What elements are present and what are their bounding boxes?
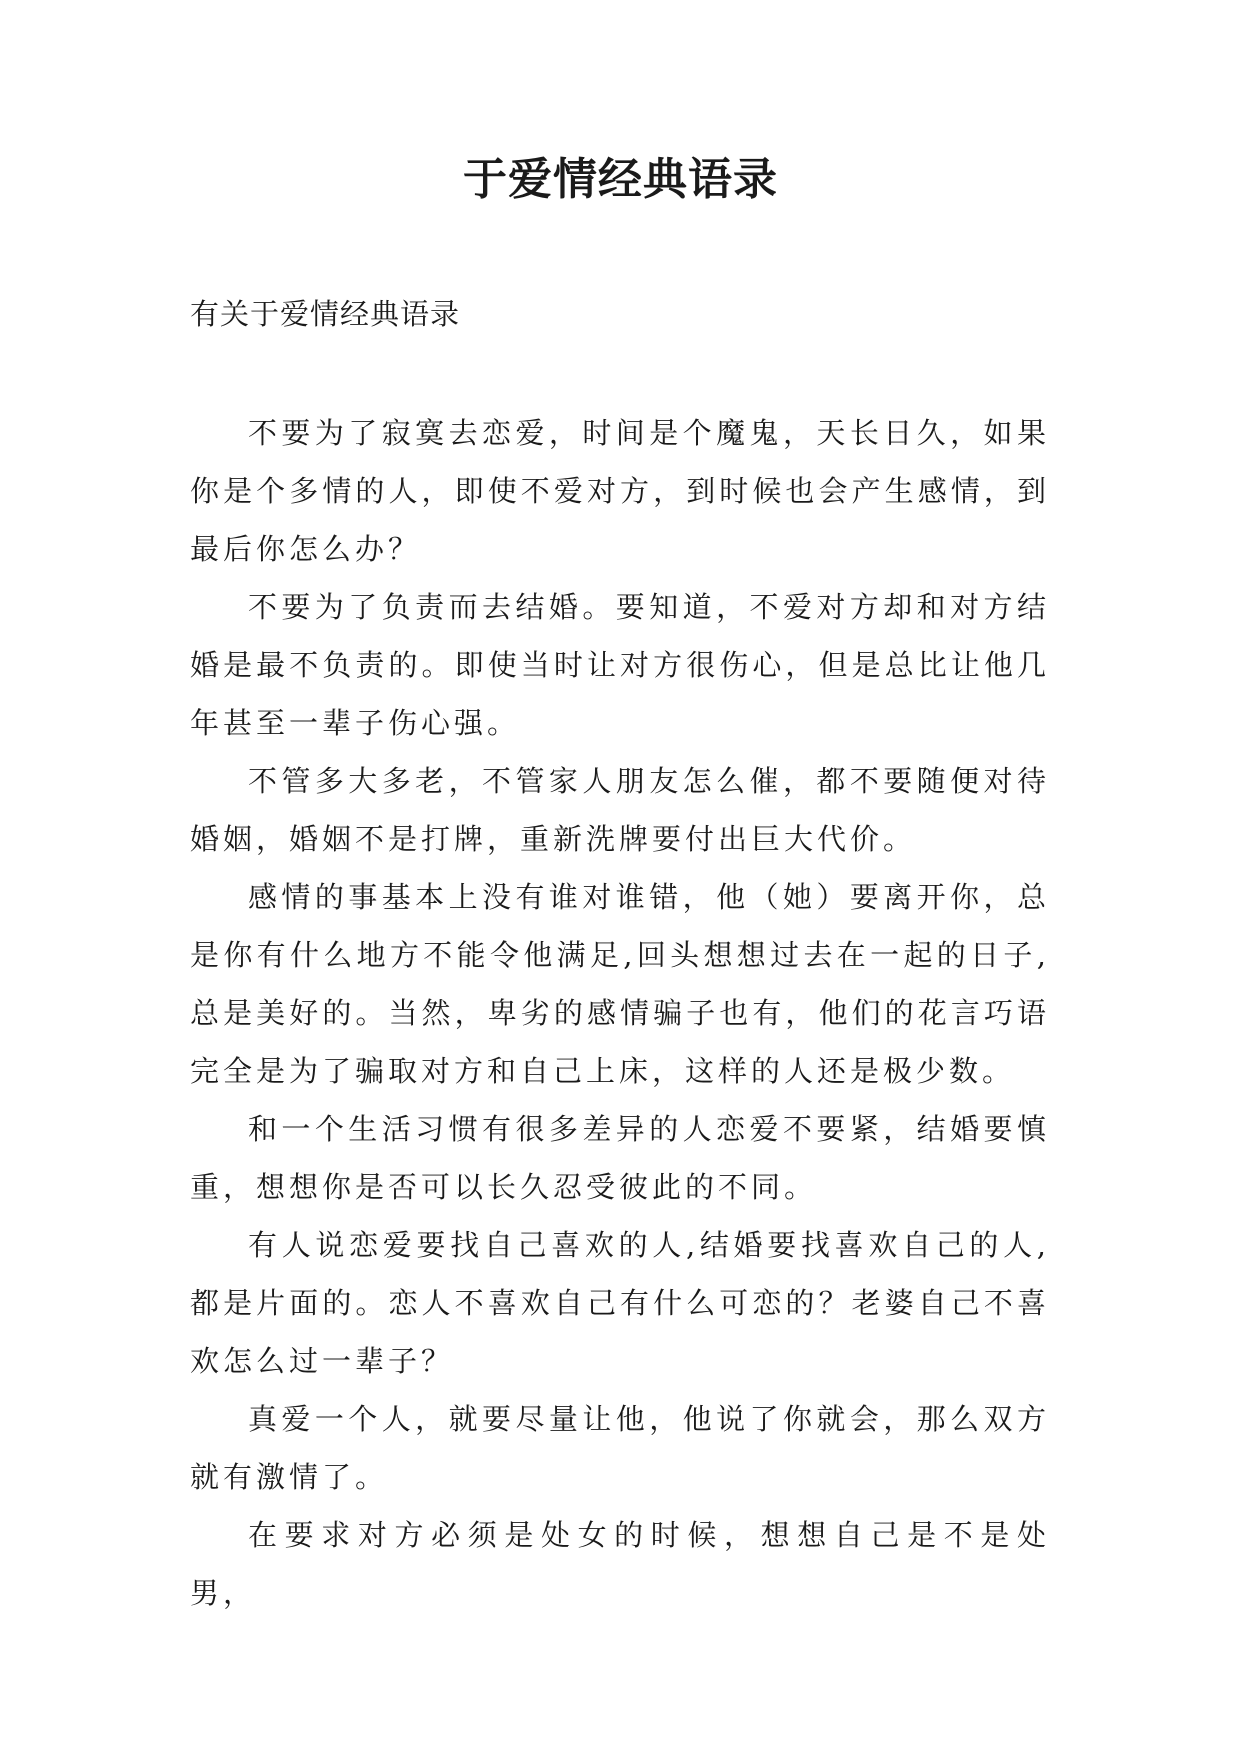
paragraph: 真爱一个人，就要尽量让他，他说了你就会，那么双方就有激情了。 <box>190 1402 1050 1494</box>
paragraph: 感情的事基本上没有谁对谁错，他（她）要离开你，总是你有什么地方不能令他满足,回头想想过去在一起的日子,总是美好的。当然，卑劣的感情骗子也有，他们的花言巧语完全是为了骗取对方和自己上床，这样的人还是极少数。 <box>190 880 1050 1088</box>
document-body <box>190 404 1050 1622</box>
paragraph: 不管多大多老，不管家人朋友怎么催，都不要随便对待婚姻，婚姻不是打牌，重新洗牌要付出巨大代价。 <box>190 764 1050 856</box>
document-title: 于爱情经典语录 <box>463 154 778 205</box>
paragraph: 不要为了寂寞去恋爱，时间是个魔鬼，天长日久，如果你是个多情的人，即使不爱对方，到时候也会产生感情，到最后你怎么办？ <box>190 416 1050 566</box>
document-subtitle: 有关于爱情经典语录 <box>190 297 461 331</box>
paragraph: 有人说恋爱要找自己喜欢的人,结婚要找喜欢自己的人,都是片面的。恋人不喜欢自己有什么可恋的？老婆自己不喜欢怎么过一辈子？ <box>190 1228 1050 1378</box>
paragraph: 和一个生活习惯有很多差异的人恋爱不要紧，结婚要慎重，想想你是否可以长久忍受彼此的不同。 <box>190 1112 1050 1204</box>
paragraph: 在要求对方必须是处女的时候，想想自己是不是处 男， <box>190 1518 1050 1610</box>
paragraph: 不要为了负责而去结婚。要知道，不爱对方却和对方结婚是最不负责的。即使当时让对方很伤心，但是总比让他几年甚至一辈子伤心强。 <box>190 590 1050 740</box>
